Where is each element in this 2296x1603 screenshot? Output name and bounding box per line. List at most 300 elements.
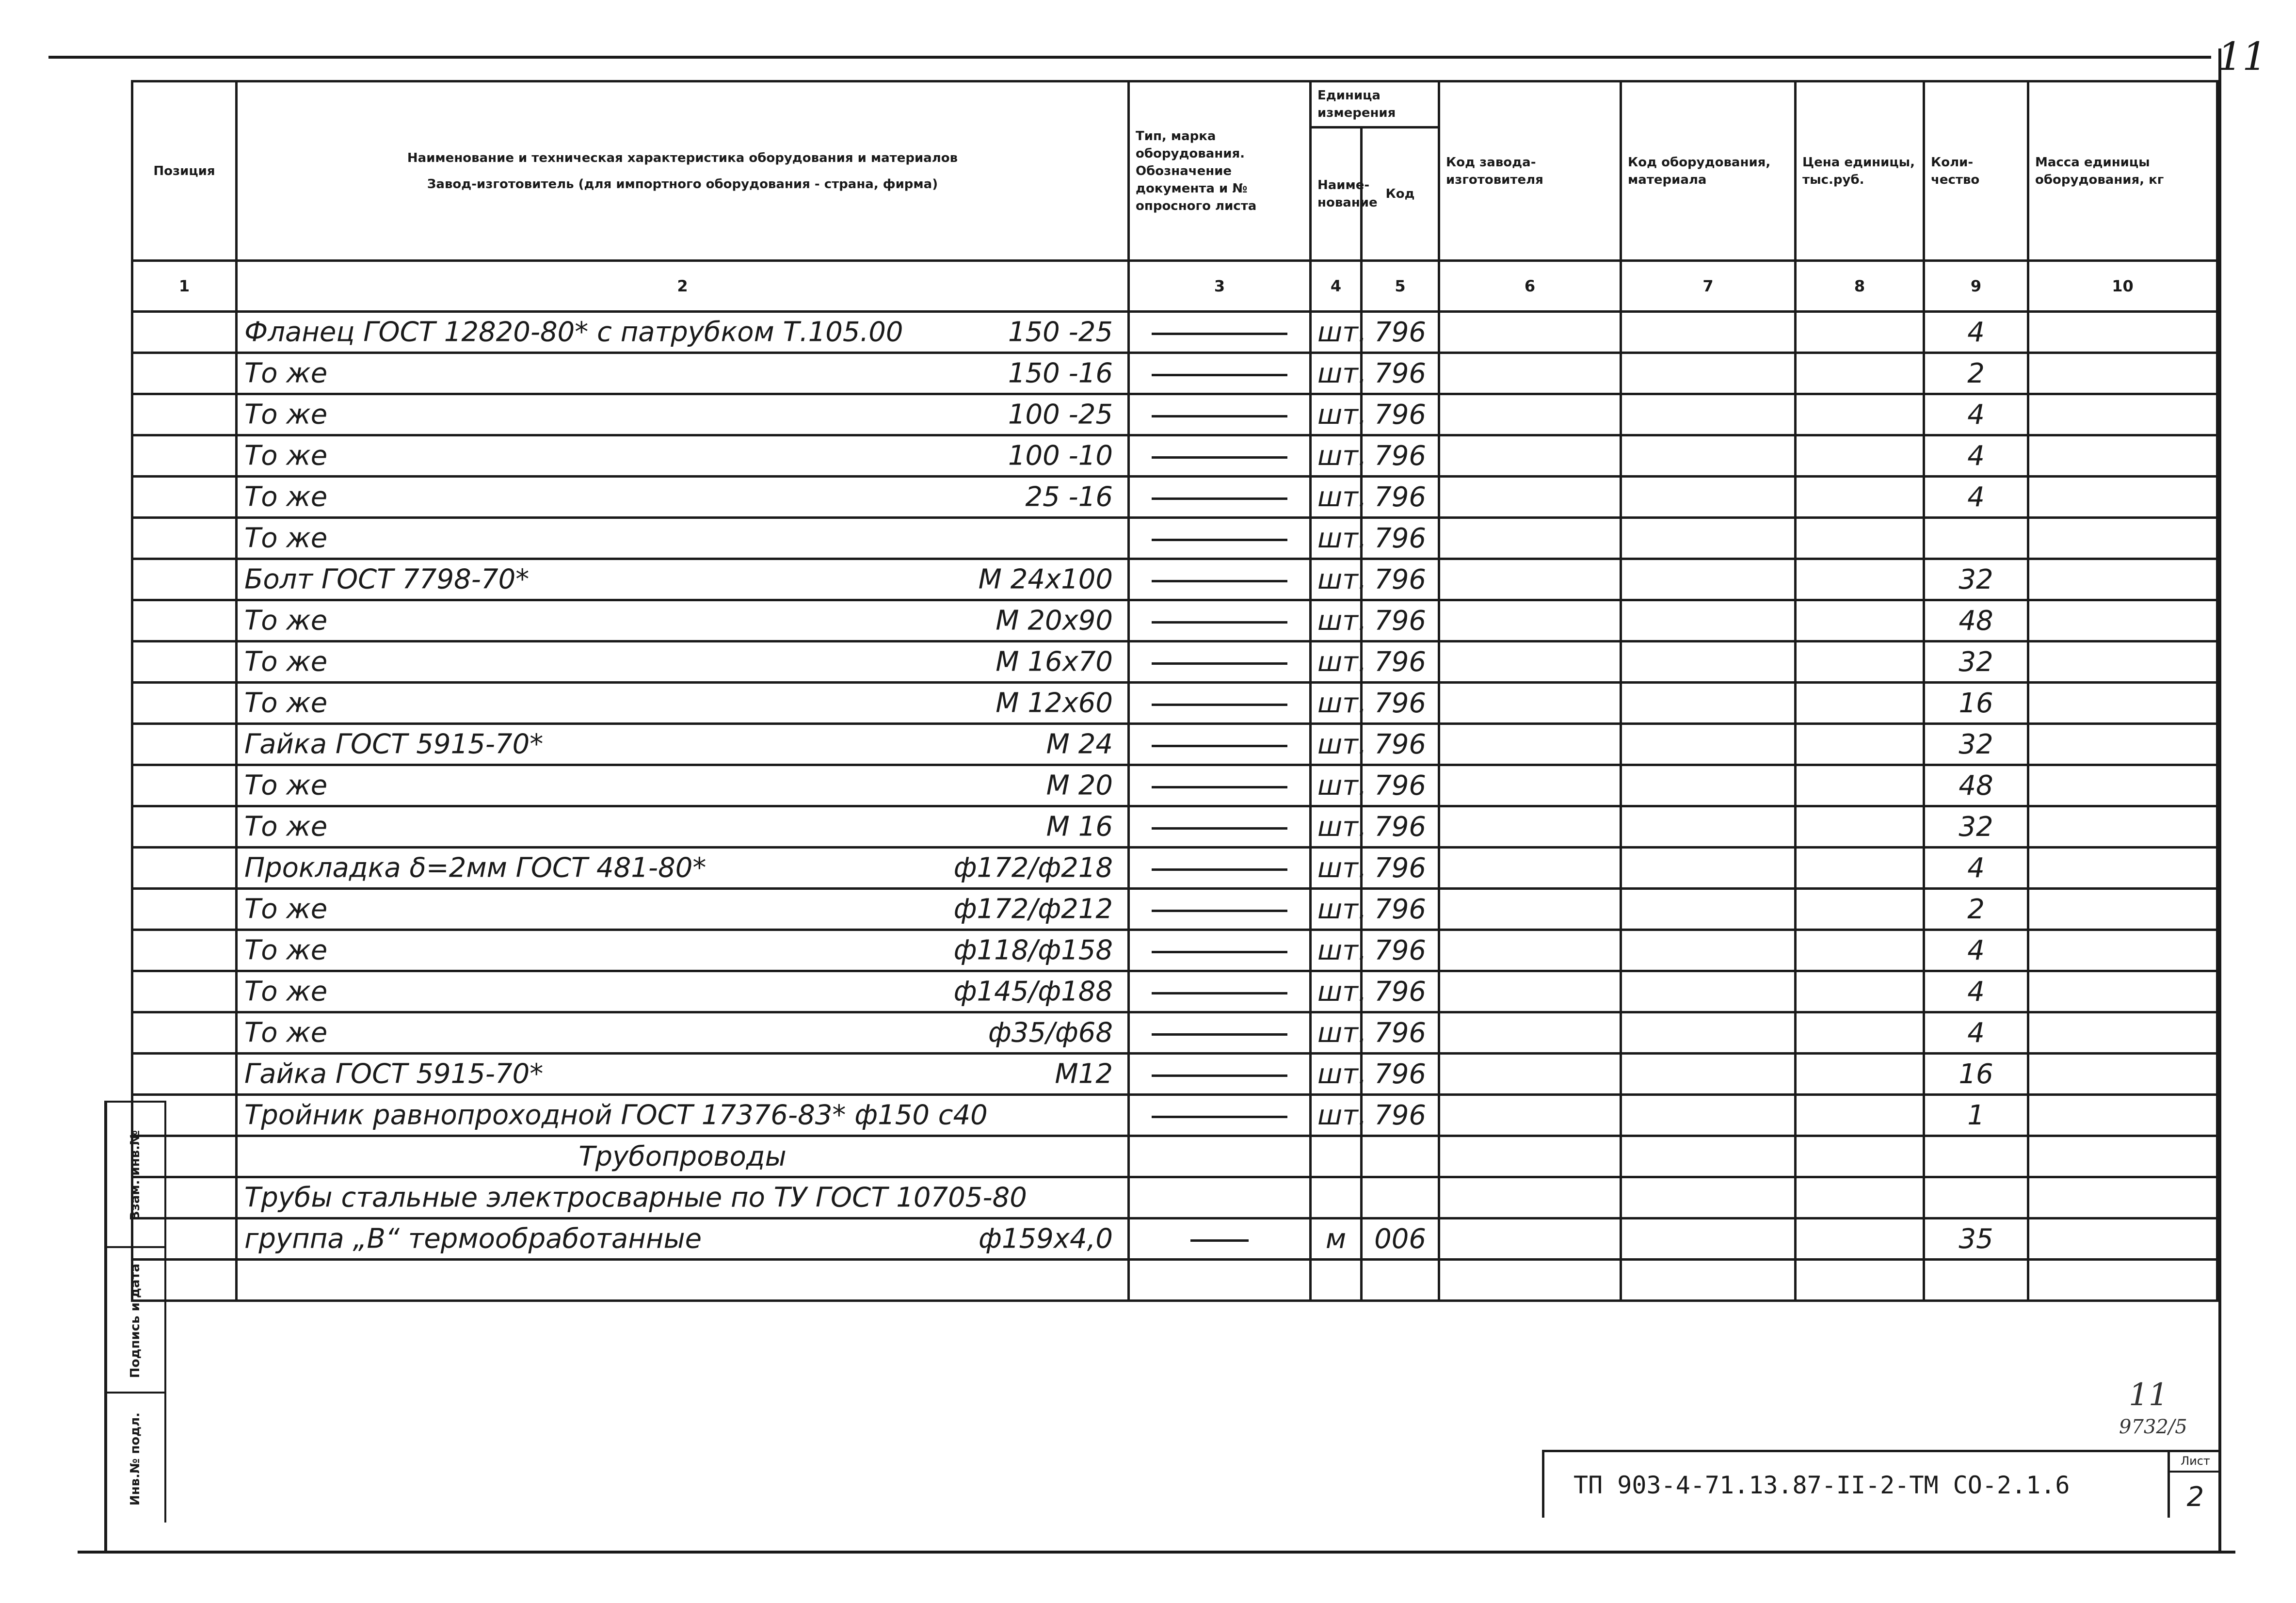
header-unit-name: Наиме-нование (1311, 128, 1362, 261)
item-size: ф159х4,0 (979, 1223, 1113, 1255)
header-mass: Масса единицы оборудования, кг (2028, 81, 2217, 261)
sheet-number-top: 11 (2217, 34, 2267, 79)
empty-cell (1129, 1260, 1311, 1301)
code-cell (1362, 1177, 1439, 1218)
type-cell (1129, 312, 1311, 353)
item-name: То же (244, 687, 328, 719)
column-number: 2 (237, 261, 1129, 312)
quantity-cell: 32 (1924, 641, 2028, 683)
name-cell (237, 312, 1129, 353)
unit-cell: шт. (1311, 435, 1362, 477)
unit-cell: шт. (1311, 765, 1362, 806)
item-size: М 16х70 (995, 646, 1113, 678)
price-cell (1796, 353, 1924, 394)
quantity-cell: 4 (1924, 394, 2028, 435)
dash-mark (1152, 868, 1287, 871)
dash-mark (1152, 992, 1287, 994)
item-name: То же (244, 811, 328, 843)
table-row (132, 848, 2217, 889)
position-cell (132, 724, 237, 765)
name-cell (237, 806, 1129, 848)
equipment-code-cell (1621, 806, 1796, 848)
position-cell (132, 435, 237, 477)
header-factory-code: Код завода-изготовителя (1439, 81, 1621, 261)
equipment-code-cell (1621, 1218, 1796, 1260)
dash-mark (1152, 704, 1287, 706)
mass-cell (2028, 394, 2217, 435)
factory-code-cell (1439, 848, 1621, 889)
name-cell (237, 477, 1129, 518)
empty-cell (1924, 1136, 2028, 1177)
type-cell (1129, 600, 1311, 641)
code-cell: 796 (1362, 600, 1439, 641)
code-cell: 796 (1362, 1012, 1439, 1054)
unit-cell: шт. (1311, 724, 1362, 765)
item-name: Прокладка δ=2мм ГОСТ 481-80* (244, 852, 706, 884)
factory-code-cell (1439, 1054, 1621, 1095)
code-cell: 796 (1362, 848, 1439, 889)
empty-cell (237, 1260, 1129, 1301)
mass-cell (2028, 765, 2217, 806)
column-number: 7 (1621, 261, 1796, 312)
empty-cell (1439, 1260, 1621, 1301)
unit-cell: шт. (1311, 518, 1362, 559)
mass-cell (2028, 1012, 2217, 1054)
factory-code-cell (1439, 394, 1621, 435)
item-name: Болт ГОСТ 7798-70* (244, 563, 530, 595)
title-block (1542, 1450, 2172, 1518)
name-cell (237, 848, 1129, 889)
quantity-cell: 4 (1924, 477, 2028, 518)
column-numbers-row (132, 261, 2217, 312)
item-name: То же (244, 893, 328, 925)
item-size: М 20х90 (995, 605, 1113, 637)
position-cell (132, 848, 237, 889)
factory-code-cell (1439, 435, 1621, 477)
side-stamp (104, 1101, 166, 1523)
mass-cell (2028, 683, 2217, 724)
code-cell: 796 (1362, 312, 1439, 353)
header-quantity: Коли-чество (1924, 81, 2028, 261)
type-cell (1129, 1095, 1311, 1136)
type-cell (1129, 930, 1311, 971)
item-name: То же (244, 357, 328, 389)
dash-mark (1152, 1074, 1287, 1077)
table-row (132, 559, 2217, 600)
unit-cell: шт. (1311, 1012, 1362, 1054)
table-row (132, 1218, 2217, 1260)
factory-code-cell (1439, 930, 1621, 971)
factory-code-cell (1439, 600, 1621, 641)
price-cell (1796, 312, 1924, 353)
item-size: 25 -16 (1025, 481, 1113, 513)
document-code: ТП 903-4-71.13.87-II-2-ТМ СО-2.1.6 (1573, 1471, 2070, 1499)
factory-code-cell (1439, 971, 1621, 1012)
unit-cell: шт. (1311, 600, 1362, 641)
empty-cell (1621, 1260, 1796, 1301)
name-cell (237, 971, 1129, 1012)
equipment-code-cell (1621, 1012, 1796, 1054)
dash-mark (1152, 621, 1287, 624)
equipment-code-cell (1621, 683, 1796, 724)
sheet-label: Лист (2170, 1454, 2221, 1473)
name-cell (237, 559, 1129, 600)
table-row (132, 394, 2217, 435)
header-unit-code: Код (1362, 128, 1439, 261)
item-name: То же (244, 1017, 328, 1049)
item-name: То же (244, 605, 328, 637)
price-cell (1796, 765, 1924, 806)
specification-table-wrapper (131, 80, 2216, 1302)
sheet-box (2168, 1450, 2221, 1518)
type-cell (1129, 518, 1311, 559)
price-cell (1796, 848, 1924, 889)
unit-cell: шт. (1311, 559, 1362, 600)
position-cell (132, 765, 237, 806)
price-cell (1796, 477, 1924, 518)
price-cell (1796, 518, 1924, 559)
quantity-cell: 4 (1924, 435, 2028, 477)
price-cell (1796, 394, 1924, 435)
equipment-code-cell (1621, 930, 1796, 971)
code-cell: 796 (1362, 435, 1439, 477)
position-cell (132, 477, 237, 518)
empty-cell (1924, 1260, 2028, 1301)
side-stamp-cell-replaced (106, 1101, 164, 1248)
name-cell (237, 518, 1129, 559)
item-size: ф35/ф68 (988, 1017, 1113, 1049)
equipment-code-cell (1621, 435, 1796, 477)
code-cell: 796 (1362, 765, 1439, 806)
name-cell (237, 889, 1129, 930)
code-cell: 796 (1362, 477, 1439, 518)
item-size: 100 -25 (1008, 399, 1113, 431)
empty-cell (1362, 1260, 1439, 1301)
unit-cell (1311, 1177, 1362, 1218)
item-size: М12 (1055, 1058, 1113, 1090)
empty-cell (1129, 1136, 1311, 1177)
price-cell (1796, 435, 1924, 477)
unit-cell: шт. (1311, 394, 1362, 435)
mass-cell (2028, 1177, 2217, 1218)
quantity-cell: 1 (1924, 1095, 2028, 1136)
quantity-cell: 48 (1924, 600, 2028, 641)
dash-mark (1152, 745, 1287, 747)
mass-cell (2028, 641, 2217, 683)
empty-cell (2028, 1136, 2217, 1177)
item-name: Тройник равнопроходной ГОСТ 17376-83* ф150 с40 (244, 1099, 988, 1131)
code-cell: 796 (1362, 518, 1439, 559)
factory-code-cell (1439, 353, 1621, 394)
type-cell (1129, 971, 1311, 1012)
unit-cell: шт. (1311, 312, 1362, 353)
type-cell (1129, 1054, 1311, 1095)
quantity-cell: 4 (1924, 1012, 2028, 1054)
price-cell (1796, 971, 1924, 1012)
mass-cell (2028, 559, 2217, 600)
name-cell (237, 1012, 1129, 1054)
quantity-cell: 32 (1924, 559, 2028, 600)
dash-mark (1152, 910, 1287, 912)
quantity-cell: 2 (1924, 889, 2028, 930)
header-equipment-code: Код оборудования, материала (1621, 81, 1796, 261)
factory-code-cell (1439, 724, 1621, 765)
mass-cell (2028, 600, 2217, 641)
dash-mark (1152, 951, 1287, 953)
name-cell (237, 1218, 1129, 1260)
name-cell (237, 1177, 1129, 1218)
equipment-code-cell (1621, 971, 1796, 1012)
code-cell: 796 (1362, 559, 1439, 600)
price-cell (1796, 641, 1924, 683)
table-row (132, 971, 2217, 1012)
equipment-code-cell (1621, 848, 1796, 889)
unit-cell: шт. (1311, 806, 1362, 848)
type-cell (1129, 806, 1311, 848)
header-type: Тип, марка оборудования. Обозначение документа и № опросного листа (1129, 81, 1311, 261)
unit-cell: шт. (1311, 1095, 1362, 1136)
mass-cell (2028, 930, 2217, 971)
dash-mark (1152, 1033, 1287, 1036)
column-number: 6 (1439, 261, 1621, 312)
price-cell (1796, 889, 1924, 930)
header-unit-group: Единица измерения (1311, 81, 1439, 128)
type-cell (1129, 394, 1311, 435)
name-cell (237, 394, 1129, 435)
name-cell (237, 1095, 1129, 1136)
quantity-cell: 4 (1924, 848, 2028, 889)
mass-cell (2028, 312, 2217, 353)
item-name: То же (244, 646, 328, 678)
code-cell: 796 (1362, 641, 1439, 683)
code-cell: 796 (1362, 724, 1439, 765)
dash-mark (1152, 662, 1287, 665)
table-row (132, 600, 2217, 641)
dash-mark (1152, 497, 1287, 500)
section-row (132, 1136, 2217, 1177)
quantity-cell (1924, 1177, 2028, 1218)
dash-mark (1152, 415, 1287, 417)
quantity-cell: 4 (1924, 312, 2028, 353)
price-cell (1796, 1095, 1924, 1136)
column-number: 1 (132, 261, 237, 312)
table-row (132, 930, 2217, 971)
column-number: 4 (1311, 261, 1362, 312)
factory-code-cell (1439, 765, 1621, 806)
margin-note-number: 11 (2129, 1377, 2168, 1413)
code-cell: 796 (1362, 683, 1439, 724)
item-name: То же (244, 769, 328, 802)
type-cell (1129, 1218, 1311, 1260)
position-cell (132, 312, 237, 353)
empty-cell (1311, 1260, 1362, 1301)
price-cell (1796, 806, 1924, 848)
item-size: 100 -10 (1008, 440, 1113, 472)
unit-cell: шт. (1311, 930, 1362, 971)
mass-cell (2028, 971, 2217, 1012)
type-cell (1129, 765, 1311, 806)
unit-cell: м (1311, 1218, 1362, 1260)
item-name: То же (244, 522, 328, 554)
side-stamp-inventory-label: Инв.№ подл. (128, 1412, 143, 1506)
table-row (132, 1054, 2217, 1095)
price-cell (1796, 724, 1924, 765)
factory-code-cell (1439, 806, 1621, 848)
quantity-cell: 4 (1924, 930, 2028, 971)
column-number: 10 (2028, 261, 2217, 312)
equipment-code-cell (1621, 477, 1796, 518)
empty-cell (1311, 1136, 1362, 1177)
position-cell (132, 806, 237, 848)
price-cell (1796, 1012, 1924, 1054)
column-number: 3 (1129, 261, 1311, 312)
type-cell (1129, 889, 1311, 930)
section-title: Трубопроводы (237, 1136, 1129, 1177)
table-row (132, 477, 2217, 518)
table-row (132, 1095, 2217, 1136)
mass-cell (2028, 518, 2217, 559)
position-cell (132, 1054, 237, 1095)
mass-cell (2028, 1095, 2217, 1136)
table-row (132, 724, 2217, 765)
item-name: То же (244, 481, 328, 513)
mass-cell (2028, 435, 2217, 477)
position-cell (132, 971, 237, 1012)
name-cell (237, 600, 1129, 641)
margin-note-code: 9732/5 (2119, 1416, 2187, 1438)
item-name: То же (244, 934, 328, 966)
item-size: ф172/ф218 (953, 852, 1113, 884)
item-name: То же (244, 440, 328, 472)
equipment-code-cell (1621, 518, 1796, 559)
factory-code-cell (1439, 683, 1621, 724)
item-size: М 24х100 (978, 563, 1113, 595)
price-cell (1796, 1177, 1924, 1218)
type-cell (1129, 641, 1311, 683)
position-cell (132, 559, 237, 600)
code-cell: 796 (1362, 930, 1439, 971)
price-cell (1796, 1218, 1924, 1260)
price-cell (1796, 683, 1924, 724)
code-cell: 796 (1362, 353, 1439, 394)
type-cell (1129, 1177, 1311, 1218)
quantity-cell (1924, 518, 2028, 559)
mass-cell (2028, 848, 2217, 889)
dash-mark (1152, 374, 1287, 376)
name-cell (237, 765, 1129, 806)
position-cell (132, 683, 237, 724)
factory-code-cell (1439, 559, 1621, 600)
unit-cell: шт. (1311, 1054, 1362, 1095)
table-row (132, 889, 2217, 930)
table-row (132, 641, 2217, 683)
side-stamp-cell-inventory (106, 1392, 164, 1524)
dash-mark (1190, 1239, 1249, 1242)
factory-code-cell (1439, 1012, 1621, 1054)
type-cell (1129, 477, 1311, 518)
column-number: 5 (1362, 261, 1439, 312)
type-cell (1129, 559, 1311, 600)
name-cell (237, 353, 1129, 394)
type-cell (1129, 353, 1311, 394)
equipment-code-cell (1621, 312, 1796, 353)
type-cell (1129, 724, 1311, 765)
quantity-cell: 4 (1924, 971, 2028, 1012)
table-row (132, 435, 2217, 477)
header-price: Цена единицы, тыс.руб. (1796, 81, 1924, 261)
table-row (132, 1177, 2217, 1218)
table-row (132, 683, 2217, 724)
position-cell (132, 518, 237, 559)
table-row (132, 353, 2217, 394)
empty-cell (1796, 1136, 1924, 1177)
column-number: 9 (1924, 261, 2028, 312)
price-cell (1796, 930, 1924, 971)
code-cell: 796 (1362, 1054, 1439, 1095)
position-cell (132, 353, 237, 394)
quantity-cell: 32 (1924, 806, 2028, 848)
name-cell (237, 930, 1129, 971)
item-name: Фланец ГОСТ 12820-80* с патрубком Т.105.00 (244, 316, 903, 348)
header-name (237, 81, 1129, 261)
price-cell (1796, 1054, 1924, 1095)
type-cell (1129, 435, 1311, 477)
item-name: То же (244, 976, 328, 1008)
dash-mark (1152, 333, 1287, 335)
code-cell: 006 (1362, 1218, 1439, 1260)
side-stamp-signature-label: Подпись и дата (128, 1263, 143, 1379)
factory-code-cell (1439, 889, 1621, 930)
item-size: М 12х60 (995, 687, 1113, 719)
factory-code-cell (1439, 641, 1621, 683)
item-size: М 16 (1046, 811, 1113, 843)
item-name: Трубы стальные электросварные по ТУ ГОСТ 10705-80 (244, 1182, 1027, 1214)
header-name-line1: Наименование и техническая характеристика оборудования и материалов (407, 150, 958, 165)
sheet-value: 2 (2186, 1481, 2204, 1513)
mass-cell (2028, 724, 2217, 765)
table-row (132, 806, 2217, 848)
position-cell (132, 600, 237, 641)
item-name: Гайка ГОСТ 5915-70* (244, 728, 544, 760)
header-position: Позиция (132, 81, 237, 261)
type-cell (1129, 683, 1311, 724)
name-cell (237, 683, 1129, 724)
table-row (132, 312, 2217, 353)
code-cell: 796 (1362, 394, 1439, 435)
quantity-cell: 16 (1924, 683, 2028, 724)
quantity-cell: 48 (1924, 765, 2028, 806)
factory-code-cell (1439, 477, 1621, 518)
equipment-code-cell (1621, 1177, 1796, 1218)
unit-cell: шт. (1311, 641, 1362, 683)
name-cell (237, 641, 1129, 683)
unit-cell: шт. (1311, 848, 1362, 889)
equipment-code-cell (1621, 353, 1796, 394)
empty-row (132, 1260, 2217, 1301)
empty-cell (2028, 1260, 2217, 1301)
unit-cell: шт. (1311, 889, 1362, 930)
column-number: 8 (1796, 261, 1924, 312)
quantity-cell: 2 (1924, 353, 2028, 394)
factory-code-cell (1439, 1095, 1621, 1136)
factory-code-cell (1439, 518, 1621, 559)
position-cell (132, 394, 237, 435)
empty-cell (1796, 1260, 1924, 1301)
side-stamp-replaced-label: Взам. инв.№ (128, 1130, 143, 1221)
dash-mark (1152, 827, 1287, 830)
equipment-code-cell (1621, 641, 1796, 683)
specification-rows (132, 312, 2217, 1301)
